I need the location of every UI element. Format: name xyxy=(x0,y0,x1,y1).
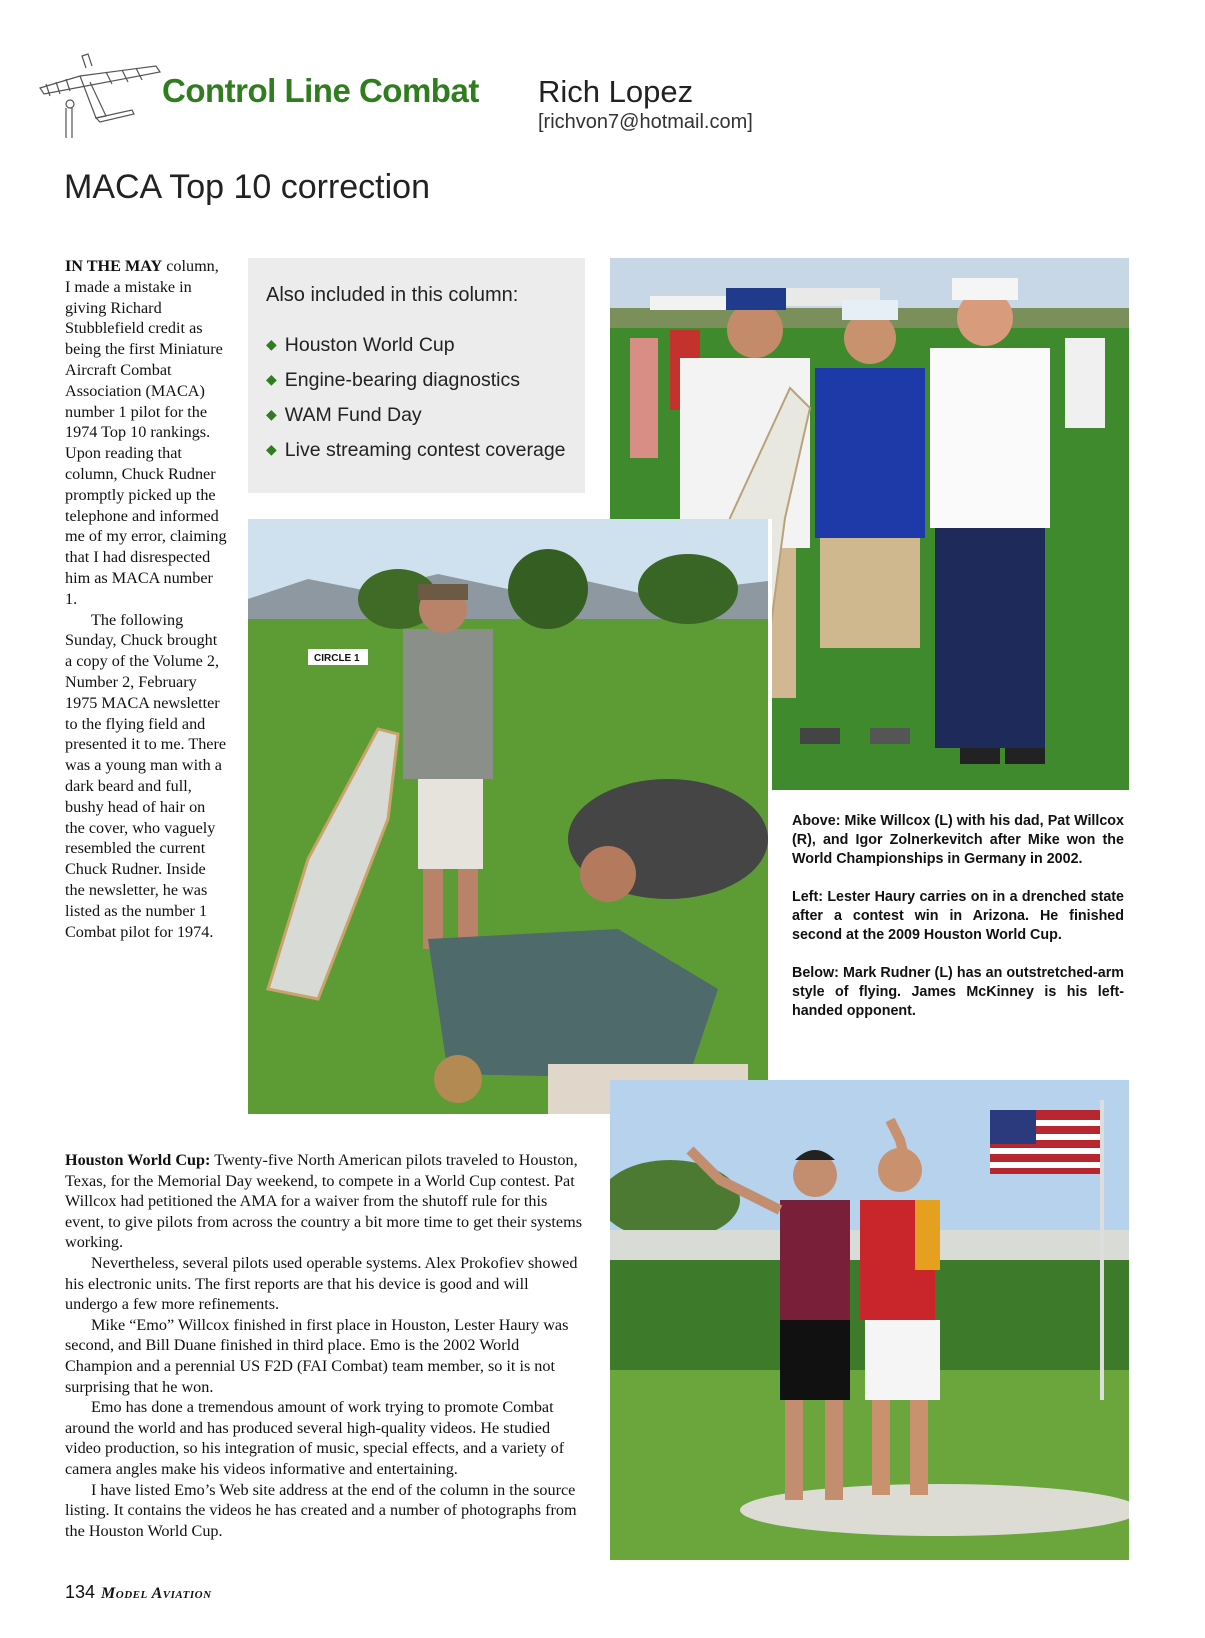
column-title: Control Line Combat xyxy=(162,72,479,109)
column-logo-airplane-sketch xyxy=(36,48,164,144)
bullet-icon: ◆ xyxy=(266,441,277,457)
publication-name: Model Aviation xyxy=(101,1585,212,1602)
us-flag-icon xyxy=(990,1110,1100,1174)
sidebar-list-item: ◆ Houston World Cup xyxy=(266,334,455,356)
body-paragraph: Nevertheless, several pilots used operable systems. Alex Prokofiev showed his electronic units. The first reports are that his device is good and will undergo a few more refinements. xyxy=(65,1253,578,1314)
body-paragraph: Emo has done a tremendous amount of work trying to promote Combat around the world and has produced several high-quality videos. He studied video production, so his integration of music, special effects, and a variety of camera angles make his videos informative and entertaining. xyxy=(65,1398,565,1478)
circle-sign-label: CIRCLE 1 xyxy=(314,653,360,664)
also-included-sidebar xyxy=(248,258,585,493)
caption-above: Above: Mike Willcox (L) with his dad, Pat Willcox (R), and Igor Zolnerkevitch after Mike won the World Championships in Germany in 2002. xyxy=(792,813,1124,867)
bullet-icon: ◆ xyxy=(266,406,277,422)
body-paragraph: Mike “Emo” Willcox finished in first place in Houston, Lester Haury was second, and Bill Duane finished in third place. Emo is the 2002 World Champion and a perennial US F2D (FAI Combat) team member, so it is not surprising that he won. xyxy=(65,1315,569,1396)
sidebar-list-item: ◆ WAM Fund Day xyxy=(266,404,422,426)
body-paragraph: The following Sunday, Chuck brought a copy of the Volume 2, Number 2, February 1975 MACA newsletter to the flying field and presented it to me. There was a young man with a dark beard and full, bushy head of hair on the cover, who vaguely resembled the current Chuck Rudner. Inside the newsletter, he was listed as the number 1 Combat pilot for 1974. xyxy=(65,610,227,941)
caption-left: Left: Lester Haury carries on in a drenched state after a contest win in Arizona. He finished second at the 2009 Houston World Cup. xyxy=(792,889,1124,943)
intro-text-column xyxy=(65,256,227,942)
bullet-icon: ◆ xyxy=(266,371,277,387)
body-paragraph: I have listed Emo’s Web site address at the end of the column in the source listing. It contains the videos he has created and a number of photographs from the Houston World Cup. xyxy=(65,1480,577,1540)
caption-below: Below: Mark Rudner (L) has an outstretched-arm style of flying. James McKinney is his left-handed opponent. xyxy=(792,965,1124,1019)
sidebar-list-item: ◆ Live streaming contest coverage xyxy=(266,439,566,461)
sidebar-list xyxy=(266,332,566,472)
intro-paragraph: IN THE MAY column, I made a mistake in giving Richard Stubblefield credit as being the first Miniature Aircraft Combat Association (MACA) number 1 pilot for the 1974 Top 10 rankings. Upon reading that column, Chuck Rudner promptly picked up the telephone and informed me of my error, claiming that I had disrespected him as MACA number 1. xyxy=(65,257,227,608)
sidebar-list-item: ◆ Engine-bearing diagnostics xyxy=(266,369,521,391)
houston-paragraph: Houston World Cup: Twenty-five North American pilots traveled to Houston, Texas, for the Memorial Day weekend, to compete in a World Cup contest. Pat Willcox had petitioned the AMA for a waiver from the shutoff rule for this event, to give pilots from across the country a bit more time to get their systems working. xyxy=(65,1151,582,1252)
article-headline: MACA Top 10 correction xyxy=(64,168,430,206)
author-email[interactable]: [richvon7@hotmail.com] xyxy=(538,111,753,133)
bullet-icon: ◆ xyxy=(266,336,277,352)
photo-lester-haury xyxy=(248,519,772,1118)
page-number: 134 xyxy=(65,1582,96,1602)
photo-rudner-mckinney xyxy=(610,1080,1129,1560)
author-name: Rich Lopez xyxy=(538,74,694,109)
houston-text-column xyxy=(65,1150,585,1541)
page-footer xyxy=(65,1582,212,1603)
houston-lead-in: Houston World Cup: xyxy=(65,1151,211,1169)
photo-captions xyxy=(792,812,1124,1040)
intro-lead-in: IN THE MAY xyxy=(65,257,163,275)
sidebar-title: Also included in this column: xyxy=(266,284,519,306)
